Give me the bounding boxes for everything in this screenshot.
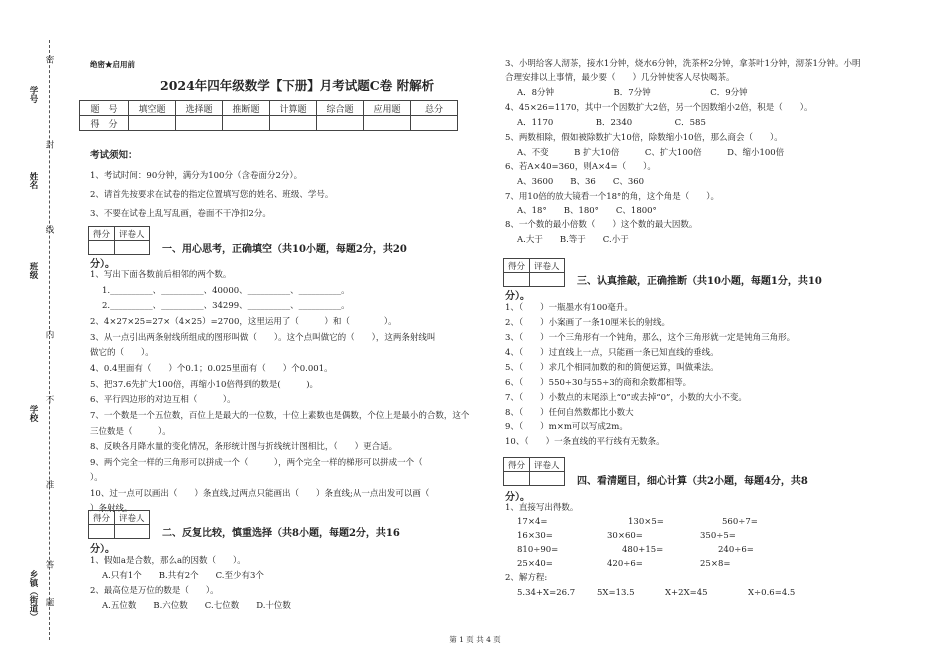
s2-line: 1、假如a是合数，那么a的因数（ ）。 — [90, 556, 246, 566]
s1-line: 3、从一点引出两条射线所组成的图形叫做（ ）。这个点叫做它的（ ），这两条射线叫 — [90, 333, 436, 343]
s3-line: 6、（ ）550÷30与55÷3的商和余数都相等。 — [505, 378, 692, 388]
section3-title-cont: 分）。 — [505, 291, 530, 302]
s2r-line: A、不变 B 扩大10倍 C、扩大100倍 D、缩小100倍 — [517, 148, 785, 158]
score-cell[interactable] — [129, 116, 176, 131]
s1-line: 1.__________、__________、40000、__________、__________。 — [102, 286, 350, 296]
calc-item: 560÷7= — [722, 517, 758, 527]
side-seg-da: 答 — [44, 560, 54, 569]
s3-line: 7、（ ）小数点的末尾添上“0”或去掉“0”，小数的大小不变。 — [505, 393, 747, 403]
equation: 5.34+X=26.7 — [517, 588, 576, 598]
calc-item: 350÷5= — [700, 531, 736, 541]
score-header-cell: 计算题 — [270, 101, 317, 116]
score-header-cell: 选择题 — [176, 101, 223, 116]
side-seg-ti: 题 — [44, 598, 54, 607]
grader-box — [88, 226, 150, 255]
score-cell[interactable] — [223, 116, 270, 131]
calc-item: 25×8= — [700, 559, 731, 569]
grader-reviewer-cell[interactable] — [530, 472, 565, 486]
s2r-line: A、18° B、180° C、1800° — [517, 206, 657, 216]
section4-title-cont: 分）。 — [505, 492, 530, 503]
s3-line: 8、（ ）任何自然数都比小数大 — [505, 408, 634, 418]
s1-line: ）。 — [90, 473, 103, 483]
calc-item: 25×40= — [517, 559, 553, 569]
s2r-line: 6、若A×40=360，则A×4=（ ）。 — [505, 162, 656, 172]
s2r-line: A.大于 B.等于 C.小于 — [517, 235, 629, 245]
page-footer: 第 1 页 共 4 页 — [449, 635, 501, 644]
equation: 5X=13.5 — [597, 588, 635, 598]
s1-line: 10、过一点可以画出（ ）条直线,过两点只能画出（ ）条直线;从一点出发可以画（ — [90, 489, 438, 499]
score-cell[interactable] — [364, 116, 411, 131]
s2r-line: 7、用10倍的放大镜看一个18°的角，这个角是（ ）。 — [505, 192, 720, 202]
calc-item: 16×30= — [517, 531, 553, 541]
section3-title: 三、认真推敲，正确推断（共10小题，每题1分，共10 — [577, 276, 822, 287]
s1-line: 1、写出下面各数前后相邻的两个数。 — [90, 270, 232, 280]
s2r-line: 合理安排以上事情，最少要（ ）几分钟使客人尽快喝茶。 — [505, 73, 735, 83]
s1-line: 三位数是（ ）。 — [90, 427, 171, 437]
side-seg-feng: 封 — [44, 140, 54, 149]
s1-line: 9、两个完全一样的三角形可以拼成一个（ ），两个完全一样的梯形可以拼成一个（ — [90, 458, 440, 468]
score-header-cell: 填空题 — [129, 101, 176, 116]
grader-box — [503, 457, 565, 486]
score-cell[interactable] — [176, 116, 223, 131]
calc-item: 240÷6= — [718, 545, 754, 555]
notice-heading: 考试须知： — [90, 150, 138, 161]
side-seg-xian: 线 — [44, 225, 54, 234]
s1-line: 5、把37.6先扩大100倍，再缩小10倍得到的数是( )。 — [90, 380, 319, 390]
grader-score-cell[interactable] — [89, 241, 115, 255]
grader-reviewer-cell[interactable] — [115, 241, 150, 255]
s2r-line: A、3600 B、36 C、360 — [517, 177, 645, 187]
s2-line: A.只有1个 B.共有2个 C.至少有3个 — [102, 571, 264, 581]
s1-line: 8、反映各月降水量的变化情况，条形统计图与折线统计图相比，（ ）更合适。 — [90, 442, 398, 452]
s1-line: 4、0.4里面有（ ）个0.1；0.025里面有（ ）个0.001。 — [90, 364, 333, 374]
score-table — [79, 100, 458, 131]
grader-reviewer-label: 评卷人 — [115, 511, 150, 525]
grader-score-cell[interactable] — [89, 525, 115, 539]
equation: X+2X=45 — [665, 588, 708, 598]
s2r-line: 5、两数相除，假如被除数扩大10倍，除数缩小10倍，那么商会（ ）。 — [505, 133, 783, 143]
notice-item: 3、不要在试卷上乱写乱画，卷面不干净扣2分。 — [90, 209, 271, 219]
s3-line: 1、（ ）一瓶墨水有100毫升。 — [505, 303, 633, 313]
section2-title: 二、反复比较，慎重选择（共8小题，每题2分，共16 — [162, 528, 400, 539]
grader-reviewer-cell[interactable] — [530, 273, 565, 287]
score-cell[interactable] — [270, 116, 317, 131]
grader-score-cell[interactable] — [504, 472, 530, 486]
grader-box — [88, 510, 150, 539]
s3-line: 3、（ ）一个三角形有一个钝角，那么，这个三角形就一定是钝角三角形。 — [505, 333, 796, 343]
score-row-label: 得 分 — [80, 116, 129, 131]
s3-line: 4、（ ）过直线上一点，只能画一条已知直线的垂线。 — [505, 348, 719, 358]
s2r-line: 3、小明给客人沏茶，接水1分钟，烧水6分钟，洗茶杯2分钟，拿茶叶1分钟，沏茶1分钟。小明 — [505, 59, 861, 69]
calc-item: 420÷6= — [607, 559, 643, 569]
side-seg-bu: 不 — [44, 395, 54, 404]
score-header-cell: 题 号 — [80, 101, 129, 116]
s1-line: 2.__________、__________、34299、__________、__________。 — [102, 301, 350, 311]
s3-line: 2、（ ）小案画了一条10厘米长的射线。 — [505, 318, 670, 328]
s3-line: 10、（ ）一条直线的平行线有无数条。 — [505, 437, 665, 447]
s2r-line: 4、45×26=1170，其中一个因数扩大2倍，另一个因数缩小2倍，积是（ ）。 — [505, 103, 813, 113]
score-header-cell: 推断题 — [223, 101, 270, 116]
secret-mark: 绝密★启用前 — [90, 60, 135, 69]
binding-line — [49, 40, 50, 640]
side-label-name: 姓名 — [28, 172, 38, 189]
calc-item: 810÷90= — [517, 545, 559, 555]
side-label-town: 乡镇（街道） — [28, 570, 38, 621]
side-label-school: 学校 — [28, 405, 38, 422]
grader-reviewer-label: 评卷人 — [530, 259, 565, 273]
notice-item: 1、考试时间：90分钟，满分为100分（含卷面分2分）。 — [90, 171, 303, 181]
section1-title: 一、用心思考，正确填空（共10小题，每题2分，共20 — [162, 244, 407, 255]
grader-score-label: 得分 — [89, 511, 115, 525]
side-label-student-id: 学号 — [28, 86, 38, 103]
s1-line: 6、平行四边形的对边互相（ ）。 — [90, 395, 236, 405]
side-label-class: 班级 — [28, 262, 38, 279]
calc-item: 130×5= — [628, 517, 664, 527]
s3-line: 9、（ ）m×m可以写成2m。 — [505, 422, 628, 432]
score-header-cell: 总分 — [411, 101, 458, 116]
s1-line: 7、一个数是一个五位数，百位上是最大的一位数，十位上素数也是偶数，个位上是最小的合数，这个 — [90, 411, 470, 421]
notice-item: 2、请首先按要求在试卷的指定位置填写您的姓名、班级、学号。 — [90, 190, 334, 200]
s2-line: 2、最高位是万位的数是（ ）。 — [90, 586, 219, 596]
s4-q1: 1、直接写出得数。 — [505, 503, 579, 513]
score-header-cell: 综合题 — [317, 101, 364, 116]
section1-title-cont: 分）。 — [90, 259, 115, 270]
s1-line: ）条射线。 — [90, 504, 133, 514]
s3-line: 5、（ ）求几个相同加数的和的简便运算，叫做乘法。 — [505, 363, 719, 373]
grader-score-label: 得分 — [504, 458, 530, 472]
s1-line: 2、4×27×25=27×（4×25）=2700，这里运用了（ ）和（ ）。 — [90, 317, 397, 327]
grader-reviewer-label: 评卷人 — [530, 458, 565, 472]
calc-item: 30×60= — [607, 531, 643, 541]
page-title: 2024年四年级数学【下册】月考试题C卷 附解析 — [160, 78, 435, 93]
s4-q2: 2、解方程: — [505, 573, 548, 583]
s1-line: 做它的（ ）。 — [90, 348, 154, 358]
section4-title: 四、看清题目，细心计算（共2小题，每题4分，共8 — [577, 476, 808, 487]
score-cell[interactable] — [411, 116, 458, 131]
side-seg-nei: 内 — [44, 330, 54, 339]
score-cell[interactable] — [317, 116, 364, 131]
side-seg-zhun: 准 — [44, 480, 54, 489]
calc-item: 480+15= — [622, 545, 664, 555]
grader-reviewer-label: 评卷人 — [115, 227, 150, 241]
s2r-line: A．8分钟 B．7分钟 C．9分钟 — [517, 88, 748, 98]
s2r-line: 8、一个数的最小倍数（ ）这个数的最大因数。 — [505, 220, 698, 230]
s2r-line: A．1170 B．2340 C．585 — [517, 118, 706, 128]
grader-score-label: 得分 — [504, 259, 530, 273]
grader-score-cell[interactable] — [504, 273, 530, 287]
equation: X÷0.6=4.5 — [748, 588, 796, 598]
grader-reviewer-cell[interactable] — [115, 525, 150, 539]
s2-line: A.五位数 B.六位数 C.七位数 D.十位数 — [102, 601, 291, 611]
grader-box — [503, 258, 565, 287]
calc-item: 17×4= — [517, 517, 548, 527]
score-header-cell: 应用题 — [364, 101, 411, 116]
grader-score-label: 得分 — [89, 227, 115, 241]
side-seg-mi: 密 — [44, 55, 54, 64]
section2-title-cont: 分）。 — [90, 544, 115, 555]
